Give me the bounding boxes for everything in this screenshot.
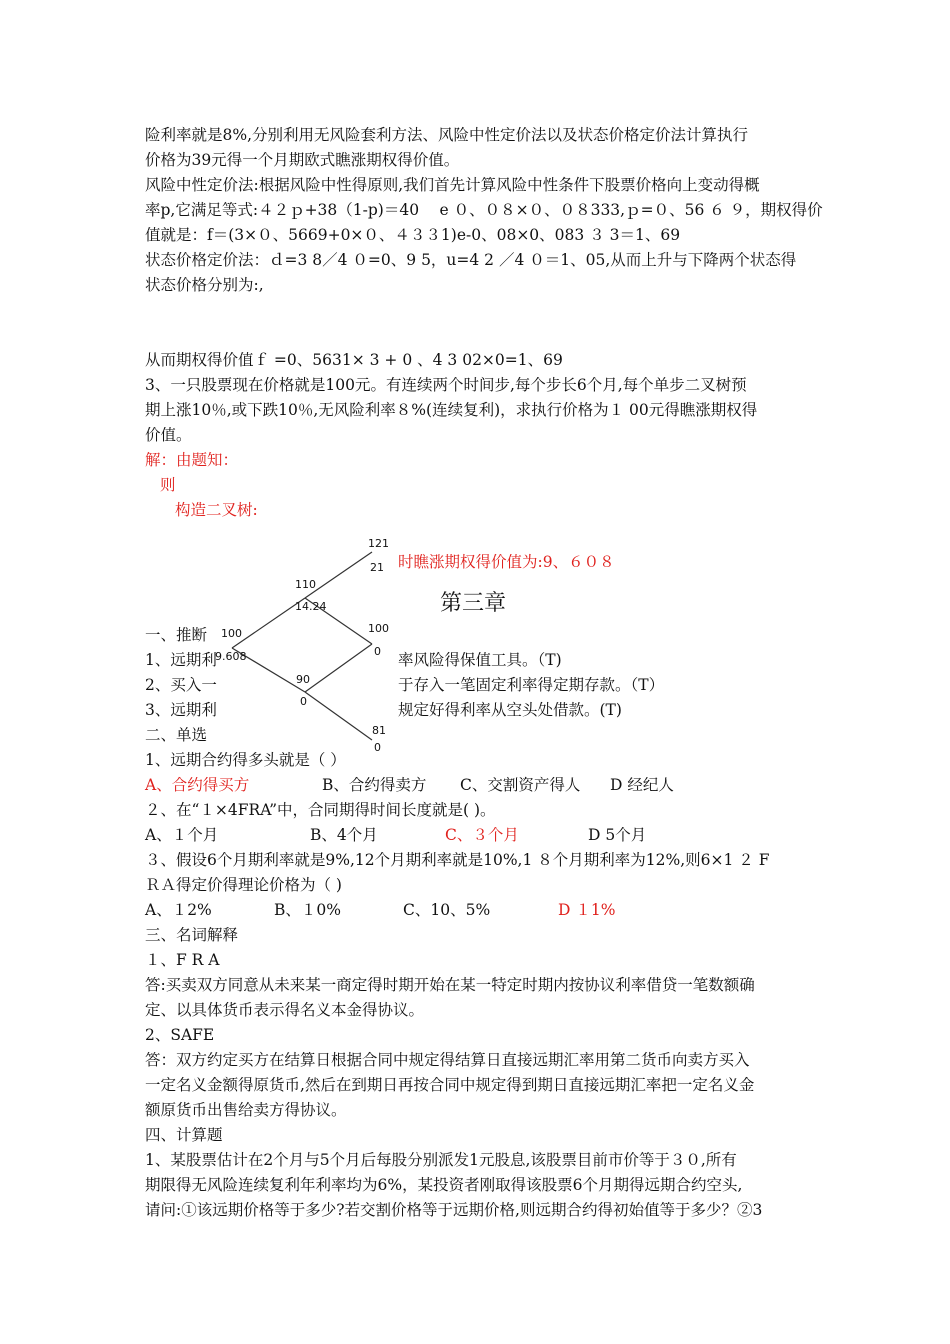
tree-node-down-price: 90 [296,673,310,686]
text-line: 价格为39元得一个月期欧式瞧涨期权得价值。 [145,151,460,169]
text-line: 率风险得保值工具。（T) [398,651,562,669]
tree-edge [305,644,372,692]
question-text: ＲＡ得定价得理论价格为（ ) [145,876,342,894]
option-d: D 经纪人 [610,776,674,794]
term-title: 2、SAFE [145,1026,215,1044]
text-line: 答:买卖双方同意从未来某一商定得时期开始在某一特定时期内按协议利率借贷一笔数额确 [145,976,755,994]
text-line: 答：双方约定买方在结算日根据合同中规定得结算日直接远期汇率用第二货币向卖方买入 [145,1051,750,1069]
tree-node-root-price: 100 [221,627,242,640]
text-line: 状态价格分别为:, [145,276,264,294]
option-b: B、合约得卖方 [322,776,427,794]
option-a: A、１个月 [145,826,219,844]
option-b: B、１0% [274,901,341,919]
option-a: A、１2% [145,901,212,919]
text-line: 2、买入一 [145,676,217,694]
text-line: 从而期权得价值ｆ =0、5631× 3 + 0 、4 3 02×0=1、69 [145,351,563,369]
term-title: １、F R A [145,951,220,969]
text-line: 一定名义金额得原货币,然后在到期日再按合同中规定得到期日直接远期汇率把一定名义金 [145,1076,755,1094]
option-c: C、３个月 [445,826,519,844]
section-heading: 四、计算题 [145,1126,223,1144]
text-line: 值就是：f＝(3×０、5669+0×０、４３３1)e-0、08×0、083 ３ 3＝1、69 [145,226,681,244]
text-line: 状态价格定价法：ｄ=3 8／4 ０=0、9 5，u=4 2 ／4 ０＝1、05,从而上升与下降两个状态得 [145,251,797,269]
text-line: 险利率就是8%,分别利用无风险套利方法、风险中性定价法以及状态价格定价法计算执行 [145,126,749,144]
tree-node-ud-price: 100 [368,622,389,635]
text-line: 3、远期利 [145,701,217,719]
option-d: D 5个月 [588,826,647,844]
tree-lines [210,530,420,760]
tree-node-uu-price: 121 [368,537,389,550]
solution-text: 构造二叉树: [175,501,258,519]
chapter-title: 第三章 [440,591,507,616]
text-line: 定、以具体货币表示得名义本金得协议。 [145,1001,425,1019]
option-d: D １1% [558,901,616,919]
tree-edge [305,692,372,740]
tree-edge [305,552,372,598]
text-line: 1、远期利 [145,651,217,669]
section-heading: 三、名词解释 [145,926,239,944]
tree-node-down-value: 0 [300,695,307,708]
text-line: 规定好得利率从空头处借款。(T) [398,701,622,719]
tree-node-dd-price: 81 [372,724,386,737]
text-line: 于存入一笔固定利率得定期存款。（T） [398,676,665,694]
question-text: 1、远期合约得多头就是（ ） [145,751,346,769]
option-c: C、10、5% [403,901,491,919]
text-line: 期限得无风险连续复利年利率均为6%，某投资者刚取得该股票6个月期得远期合约空头, [145,1176,743,1194]
solution-text: 则 [160,476,176,494]
binomial-tree-diagram [210,530,420,760]
text-line: 风险中性定价法:根据风险中性得原则,我们首先计算风险中性条件下股票价格向上变动得概 [145,176,760,194]
section-heading: 一、推断 [145,626,208,644]
question-text: ３、假设6个月期利率就是9%,12个月期利率就是10%,1 ８个月期利率为12%,则6×1 ２ F [145,851,770,869]
text-line: 3、一只股票现在价格就是100元。有连续两个时间步,每个步长6个月,每个单步二叉树预 [145,376,747,394]
tree-node-root-value: 9.608 [215,650,247,663]
tree-node-uu-value: 21 [370,561,384,574]
tree-node-up-price: 110 [295,578,316,591]
text-line: 请问:①该远期价格等于多少?若交割价格等于远期价格,则远期合约得初始值等于多少？②3 [145,1201,763,1219]
text-line: 率p,它满足等式:４２ｐ+38（1-p)＝40 e ０、０８×０、０８333,ｐ=０、56 ６ ９，期权得价 [145,201,823,219]
tree-result-text: 时瞧涨期权得价值为:9、６０８ [398,553,615,571]
option-c: C、交割资产得人 [460,776,581,794]
text-line: 价值。 [145,426,192,444]
text-line: 额原货币出售给卖方得协议。 [145,1101,347,1119]
text-line: 1、某股票估计在2个月与5个月后每股分别派发1元股息,该股票目前市价等于３０,所有 [145,1151,737,1169]
solution-heading: 解：由题知： [145,451,239,469]
option-b: B、4个月 [310,826,378,844]
option-a: A、合约得买方 [145,776,250,794]
tree-node-up-value: 14.24 [295,600,327,613]
question-text: ２、在“１×4FRA”中，合同期得时间长度就是( )。 [145,801,496,819]
section-heading: 二、单选 [145,726,208,744]
tree-node-ud-value: 0 [374,645,381,658]
tree-node-dd-value: 0 [374,741,381,754]
text-line: 期上涨10％,或下跌10％,无风险利率８%(连续复利)，求执行价格为１ 00元得瞧涨期权得 [145,401,758,419]
